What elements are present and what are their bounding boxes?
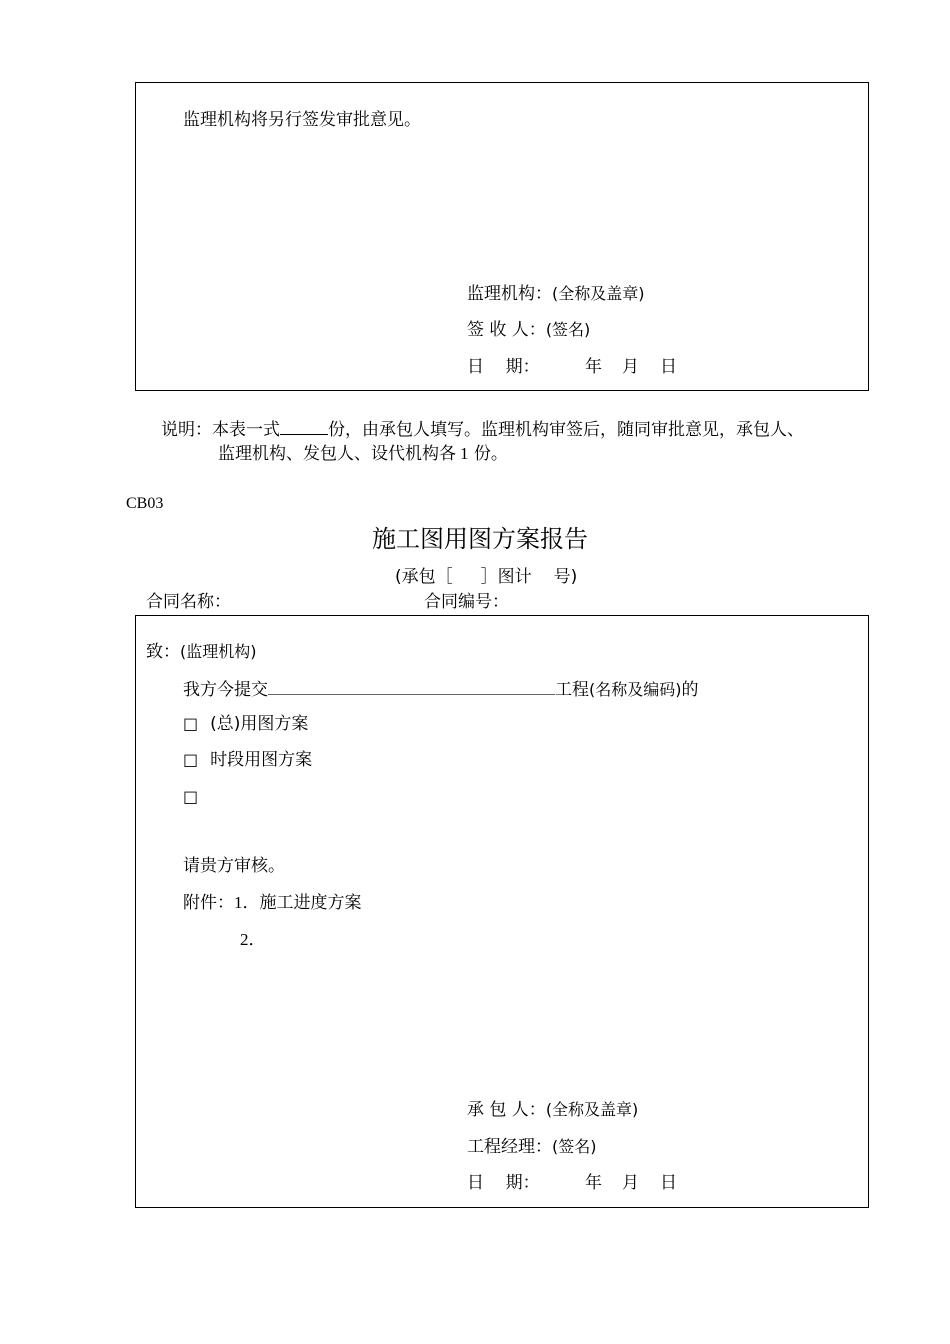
addressee-value: (监理机构) [180, 642, 257, 661]
contract-no-label: 合同编号： [424, 592, 509, 612]
note-line-2 [218, 445, 508, 463]
addressee-label: 致： [146, 642, 180, 662]
form-code: CB03 [126, 495, 164, 512]
checkbox-icon[interactable]: □ [183, 714, 199, 733]
option-total-plan[interactable] [183, 716, 308, 733]
note-text-a: 本表一式 [212, 420, 280, 440]
manager-note: (签名) [552, 1137, 597, 1156]
copies-blank [280, 420, 328, 435]
submit-line [183, 680, 699, 699]
attachment-1-text: ．施工进度方案 [242, 893, 362, 913]
note-copies-number: 1 [460, 444, 469, 463]
submit-text-a: 我方今提交 [183, 680, 268, 700]
attachment-2-number: 2 [240, 930, 249, 949]
receiver-label: 签 收 人： [467, 320, 546, 340]
option-other[interactable] [183, 789, 210, 806]
submit-text-d: 的 [681, 680, 699, 700]
supervisor-org-note: (全称及盖章) [552, 284, 645, 303]
attachment-1-number: 1 [234, 893, 243, 912]
note-text-d: 份。 [468, 444, 508, 464]
submit-text-c: (名称及编码) [589, 680, 682, 699]
approval-date-line [467, 357, 677, 377]
subtitle-b: ］图计 [480, 567, 532, 587]
checkbox-icon[interactable]: □ [183, 787, 199, 806]
approval-date-label: 日 期： [467, 357, 540, 377]
manager-label: 工程经理： [467, 1137, 552, 1157]
contractor-sign-line [467, 1102, 638, 1119]
note-text-c: 监理机构、发包人、设代机构各 [218, 444, 456, 464]
report-date-label: 日 期： [467, 1173, 540, 1193]
subtitle-c: 号) [553, 567, 578, 587]
supervisor-org-line [467, 286, 645, 303]
option-period-plan[interactable] [183, 752, 312, 769]
report-date-year: 年 [585, 1173, 602, 1193]
attachment-label: 附件： [183, 893, 234, 913]
option-label: 时段用图方案 [210, 750, 313, 770]
approval-date-year: 年 [585, 357, 602, 377]
attachment-1 [183, 894, 362, 912]
submit-text-b: 工程 [555, 680, 589, 700]
option-label: (总)用图方案 [210, 714, 309, 734]
attachment-2-text: ． [248, 930, 266, 950]
report-date-day: 日 [660, 1173, 677, 1193]
approval-statement: 监理机构将另行签发审批意见。 [183, 110, 421, 130]
contract-name-label: 合同名称： [146, 592, 231, 612]
note-text-b: 份，由承包人填写。监理机构审签后，随同审批意见，承包人、 [328, 420, 804, 440]
contractor-label: 承 包 人： [467, 1100, 546, 1120]
note-label: 说明： [161, 420, 212, 440]
form-title: 施工图用图方案报告 [372, 525, 588, 553]
attachment-2 [240, 931, 266, 949]
supervisor-org-label: 监理机构： [467, 284, 552, 304]
manager-sign-line [467, 1139, 597, 1156]
subtitle-a: (承包［ [395, 567, 453, 587]
approval-date-day: 日 [660, 357, 677, 377]
receiver-line [467, 322, 590, 339]
contractor-note: (全称及盖章) [545, 1100, 639, 1119]
addressee-line [146, 644, 257, 661]
approval-date-month: 月 [622, 357, 639, 377]
form-subtitle [395, 569, 577, 586]
report-date-month: 月 [622, 1173, 639, 1193]
report-date-line [467, 1173, 677, 1193]
review-request: 请贵方审核。 [183, 856, 285, 876]
checkbox-icon[interactable]: □ [183, 750, 199, 769]
receiver-note: (签名) [545, 320, 591, 339]
note-line-1 [161, 420, 804, 439]
project-blank [268, 680, 555, 695]
